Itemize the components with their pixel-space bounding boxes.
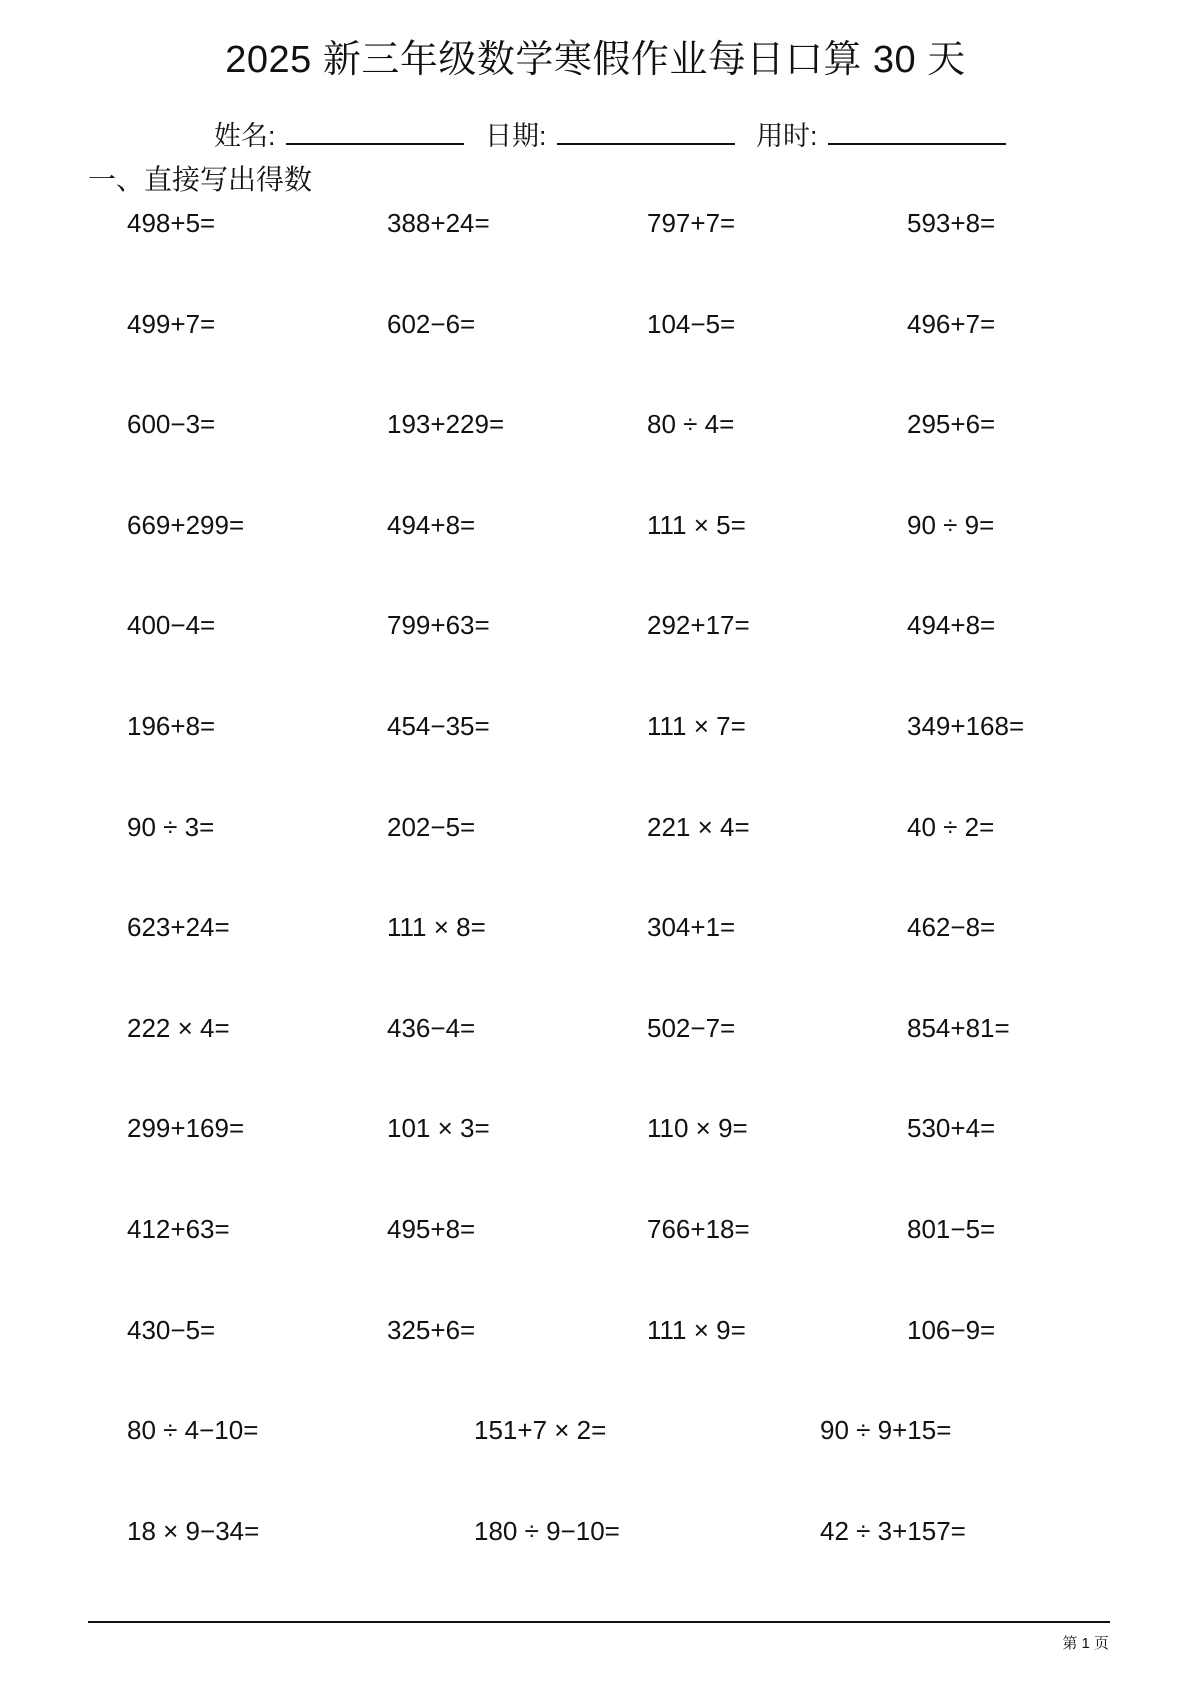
problem-row <box>127 307 1167 408</box>
problem-item: 304+1= <box>647 912 736 943</box>
problem-item: 292+17= <box>647 610 750 641</box>
problem-item: 766+18= <box>647 1213 750 1244</box>
name-label: 姓名: <box>214 121 276 151</box>
problem-item: 496+7= <box>907 308 996 339</box>
problem-item: 495+8= <box>387 1213 476 1244</box>
footer-divider <box>88 1621 1110 1623</box>
problem-item: 602−6= <box>387 308 476 339</box>
problem-row <box>127 810 1167 911</box>
problem-item: 106−9= <box>907 1314 996 1345</box>
problem-item: 412+63= <box>127 1213 230 1244</box>
problem-item: 854+81= <box>907 1012 1010 1043</box>
time-label: 用时: <box>756 121 818 151</box>
problem-item: 151+7 × 2= <box>474 1415 607 1446</box>
problem-item: 623+24= <box>127 912 230 943</box>
problem-item: 801−5= <box>907 1213 996 1244</box>
problem-item: 101 × 3= <box>387 1113 490 1144</box>
name-blank-line <box>286 119 464 145</box>
name-field <box>214 118 464 154</box>
problem-item: 104−5= <box>647 308 736 339</box>
problem-row <box>127 1212 1167 1313</box>
problem-item: 40 ÷ 2= <box>907 811 995 842</box>
problem-item: 111 × 8= <box>387 912 486 943</box>
problem-row <box>127 508 1167 609</box>
problem-item: 111 × 7= <box>647 710 746 741</box>
date-field <box>485 118 735 154</box>
problem-item: 221 × 4= <box>647 811 750 842</box>
problem-item: 600−3= <box>127 409 216 440</box>
problem-row <box>127 1011 1167 1112</box>
problem-item: 502−7= <box>647 1012 736 1043</box>
problem-item: 797+7= <box>647 208 736 238</box>
problem-item: 530+4= <box>907 1113 996 1144</box>
problem-item: 400−4= <box>127 610 216 641</box>
problem-item: 669+299= <box>127 509 245 540</box>
problem-item: 110 × 9= <box>647 1113 748 1144</box>
time-field <box>756 118 1006 154</box>
section-heading: 一、直接写出得数 <box>88 164 313 195</box>
student-info-row <box>214 118 1020 154</box>
problem-item: 80 ÷ 4−10= <box>127 1415 259 1446</box>
problem-row <box>127 1111 1167 1212</box>
problem-item: 454−35= <box>387 710 490 741</box>
problem-item: 593+8= <box>907 208 996 238</box>
problem-item: 18 × 9−34= <box>127 1515 260 1546</box>
problem-item: 299+169= <box>127 1113 245 1144</box>
problem-item: 388+24= <box>387 208 490 238</box>
problem-item: 111 × 5= <box>647 509 746 540</box>
problem-item: 80 ÷ 4= <box>647 409 735 440</box>
problem-row <box>127 910 1167 1011</box>
problem-item: 499+7= <box>127 308 216 339</box>
date-blank-line <box>557 119 735 145</box>
problem-item: 196+8= <box>127 710 216 741</box>
problem-item: 325+6= <box>387 1314 476 1345</box>
problem-item: 42 ÷ 3+157= <box>820 1515 966 1546</box>
problem-item: 222 × 4= <box>127 1012 230 1043</box>
problem-item: 430−5= <box>127 1314 216 1345</box>
problem-item: 349+168= <box>907 710 1025 741</box>
problem-item: 193+229= <box>387 409 505 440</box>
time-blank-line <box>828 119 1006 145</box>
problem-grid <box>127 206 1167 1614</box>
problem-row <box>127 407 1167 508</box>
problem-item: 462−8= <box>907 912 996 943</box>
problem-item: 498+5= <box>127 208 216 238</box>
problem-item: 436−4= <box>387 1012 476 1043</box>
page-number: 第 1 页 <box>1062 1635 1109 1652</box>
problem-item: 494+8= <box>907 610 996 641</box>
problem-row <box>127 206 1167 307</box>
problem-item: 202−5= <box>387 811 476 842</box>
problem-row <box>127 608 1167 709</box>
problem-row <box>127 709 1167 810</box>
problem-row-mixed <box>127 1413 1167 1514</box>
problem-item: 799+63= <box>387 610 490 641</box>
problem-item: 295+6= <box>907 409 996 440</box>
worksheet-title: 2025 新三年级数学寒假作业每日口算 30 天 <box>225 39 966 81</box>
date-label: 日期: <box>485 121 547 151</box>
problem-item: 90 ÷ 3= <box>127 811 215 842</box>
problem-item: 90 ÷ 9+15= <box>820 1415 952 1446</box>
problem-item: 180 ÷ 9−10= <box>474 1515 620 1546</box>
problem-row-mixed <box>127 1514 1167 1615</box>
problem-item: 90 ÷ 9= <box>907 509 995 540</box>
problem-item: 494+8= <box>387 509 476 540</box>
problem-row <box>127 1313 1167 1414</box>
problem-item: 111 × 9= <box>647 1314 746 1345</box>
